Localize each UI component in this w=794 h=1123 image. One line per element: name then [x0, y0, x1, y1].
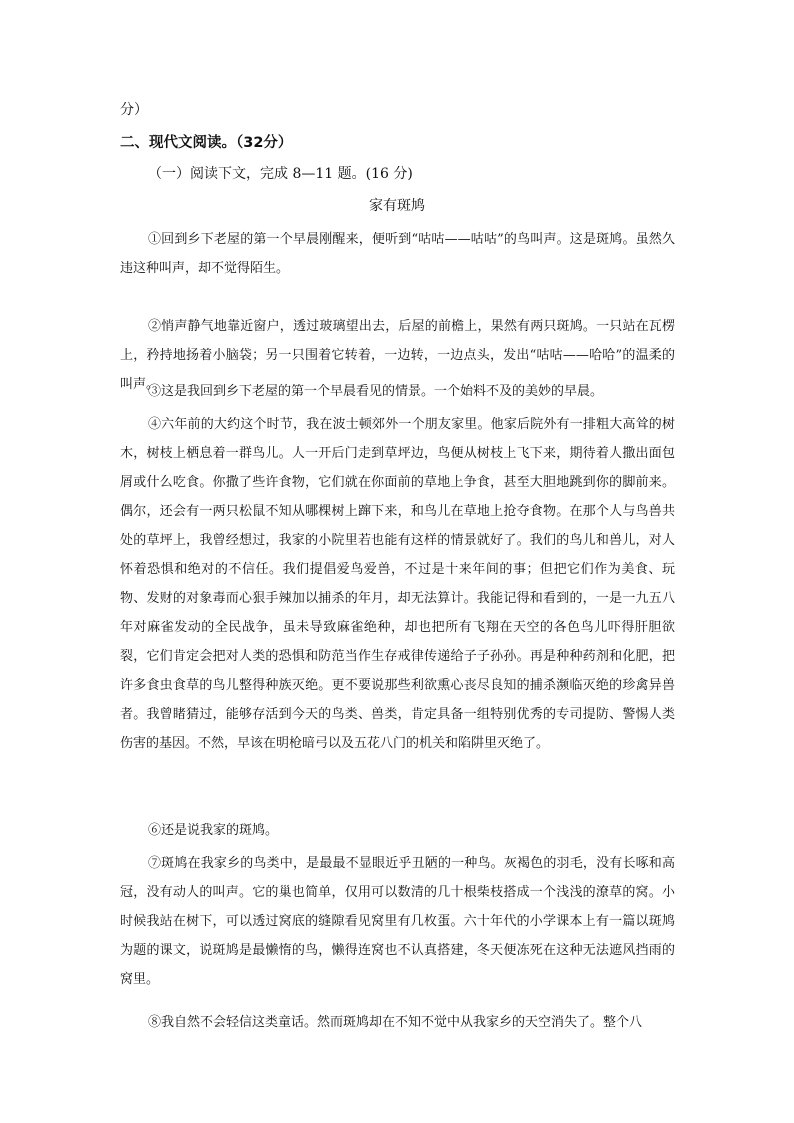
article-title: 家有斑鸠 [369, 198, 425, 214]
paragraph-8: ⑧我自然不会轻信这类童话。然而斑鸠却在不知不觉中从我家乡的天空消失了。整个八 [148, 1015, 643, 1030]
paragraph-7: ⑦斑鸠在我家乡的鸟类中，是最最不显眼近乎丑陋的一种鸟。灰褐色的羽毛，没有长啄和高冠，没有动人的叫声。它的巢也简单，仅用可以数清的几十根柴枝搭成一个浅浅的潦草的窝。小时候我站在树下，可以透过窝底的缝隙看见窝里有几枚蛋。六十年代的小学课本上有一篇以斑鸠为题的课文，说斑鸠是最懒惰的鸟，懒得连窝也不认真搭建，冬天便冻死在这种无法遮风挡雨的窝里。 [120, 856, 675, 987]
paragraph-3: ③这是我回到乡下老屋的第一个早晨看见的情景。一个始料不及的美妙的早晨。 [148, 384, 604, 399]
fragment-top: 分） [120, 102, 148, 118]
paragraph-2: ②悄声静气地靠近窗户，透过玻璃望出去，后屋的前檐上，果然有两只斑鸠。一只站在瓦楞上，矜持地扬着小脑袋；另一只围着它转着，一边转，一边点头，发出“咕咕——哈哈”的温柔的叫声。 [120, 319, 675, 392]
sub-heading: （一）阅读下文，完成 8—11 题。(16 分) [148, 166, 413, 182]
paragraph-1: ①回到乡下老屋的第一个早晨刚醒来，便听到“咕咕——咕咕”的鸟叫声。这是斑鸠。虽然久违这种叫声，却不觉得陌生。 [120, 232, 675, 276]
paragraph-6: ⑥还是说我家的斑鸠。 [148, 823, 279, 838]
paragraph-4: ④六年前的大约这个时节，我在波士顿郊外一个朋友家里。他家后院外有一排粗大高耸的树木，树枝上栖息着一群鸟儿。人一开后门走到草坪边，鸟便从树枝上飞下来，期待着人撒出面包屑或什么吃食。你撒了些许食物，它们就在你面前的草地上争食，甚至大胆地跳到你的脚前来。偶尔，还会有一两只松鼠不知从哪棵树上蹿下来，和鸟儿在草地上抢夺食物。在那个人与鸟兽共处的草坪上，我曾经想过，我家的小院里若也能有这样的情景就好了。我们的鸟儿和兽儿，对人怀着恐惧和绝对的不信任。我们提倡爱鸟爱兽，不过是十来年间的事；但把它们作为美食、玩物、发财的对象毒而心狠手辣加以捕杀的年月，却无法算计。我能记得和看到的，一是一九五八年对麻雀发动的全民战争，虽未导致麻雀绝种，却也把所有飞翔在天空的各色鸟儿吓得肝胆欲裂，它们肯定会把对人类的恐惧和防范当作生存戒律传递给子子孙孙。再是种种药剂和化肥，把许多食虫食草的鸟儿整得种族灭绝。更不要说那些利欲熏心丧尽良知的捕杀濒临灭绝的珍禽异兽者。我曾睹猜过，能够存活到今天的鸟类、兽类，肯定具备一组特别优秀的专司提防、警惕人类伤害的基因。不然，早该在明枪暗弓以及五花八门的机关和陷阱里灭绝了。 [120, 417, 675, 751]
section-heading: 二、现代文阅读。（32分） [120, 135, 293, 151]
